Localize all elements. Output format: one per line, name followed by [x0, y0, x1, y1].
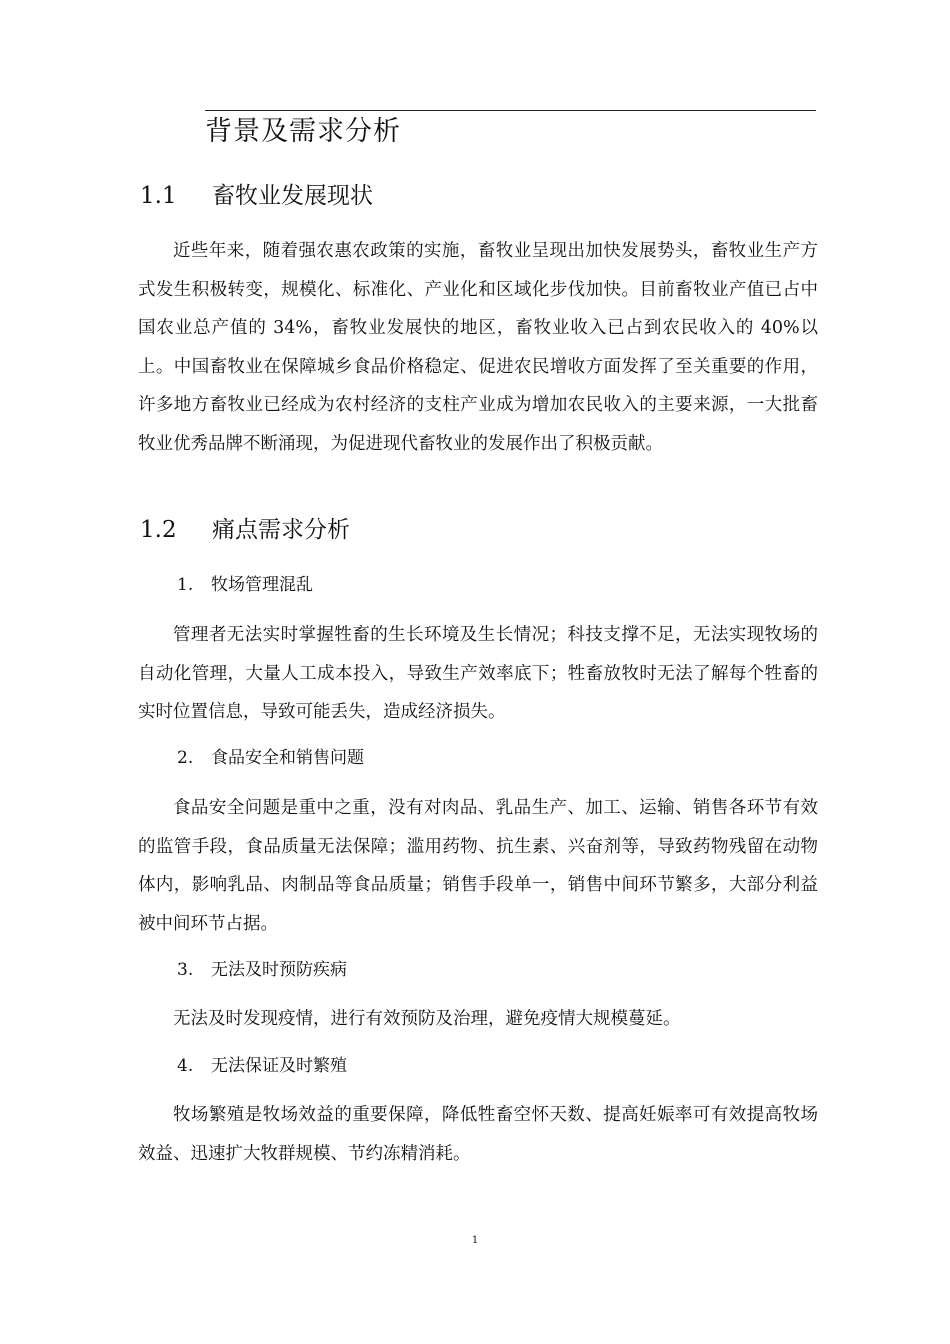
list-item-paragraph: 牧场繁殖是牧场效益的重要保障，降低牲畜空怀天数、提高妊娠率可有效提高牧场效益、迅速扩大牧群规模、节约冻精消耗。 [138, 1105, 818, 1164]
list-item-paragraph: 管理者无法实时掌握牲畜的生长环境及生长情况；科技支撑不足，无法实现牧场的自动化管理，大量人工成本投入，导致生产效率底下；牲畜放牧时无法了解每个牲畜的实时位置信息，导致可能丢失，造成经济损失。 [138, 625, 818, 722]
list-item-heading [177, 1053, 347, 1079]
header-rule [205, 110, 816, 111]
list-item-number: 1. [177, 575, 194, 595]
list-item-number: 2. [177, 748, 194, 768]
list-item-title: 无法保证及时繁殖 [211, 1056, 347, 1076]
section-number: 1.2 [140, 517, 177, 543]
section-title: 痛点需求分析 [212, 517, 350, 543]
section-heading-1-1 [140, 180, 373, 212]
list-item-paragraph: 食品安全问题是重中之重，没有对肉品、乳品生产、加工、运输、销售各环节有效的监管手段，食品质量无法保障；滥用药物、抗生素、兴奋剂等，导致药物残留在动物体内，影响乳品、肉制品等食品质量；销售手段单一，销售中间环节繁多，大部分利益被中间环节占据。 [138, 798, 818, 934]
section-title: 畜牧业发展现状 [212, 183, 373, 209]
list-item-heading [177, 957, 347, 983]
page-number: 1 [471, 1235, 479, 1246]
list-item-number: 4. [177, 1056, 194, 1076]
list-item-heading [177, 572, 313, 598]
section-heading-1-2 [140, 514, 350, 546]
list-item-title: 牧场管理混乱 [211, 575, 313, 595]
section-1-1-paragraph: 近些年来，随着强农惠农政策的实施，畜牧业呈现出加快发展势头，畜牧业生产方式发生积极转变，规模化、标准化、产业化和区域化步伐加快。目前畜牧业产值已占中国农业总产值的 34%，畜牧业发展快的地区，畜牧业收入已占到农民收入的 40%以上。中国畜牧业在保障城乡食品价格稳定、促进农民增收方面发挥了至关重要的作用，许多地方畜牧业已经成为农村经济的支柱产业成为增加农民收入的主要来源，一大批畜牧业优秀品牌不断涌现，为促进现代畜牧业的发展作出了积极贡献。 [138, 241, 818, 454]
list-item-title: 食品安全和销售问题 [211, 748, 364, 768]
list-item-title: 无法及时预防疾病 [211, 960, 347, 980]
section-number: 1.1 [140, 183, 177, 209]
list-item-paragraph: 无法及时发现疫情，进行有效预防及治理，避免疫情大规模蔓延。 [173, 1009, 681, 1029]
page-title: 背景及需求分析 [205, 116, 401, 147]
list-item-heading [177, 745, 364, 771]
list-item-number: 3. [177, 960, 194, 980]
